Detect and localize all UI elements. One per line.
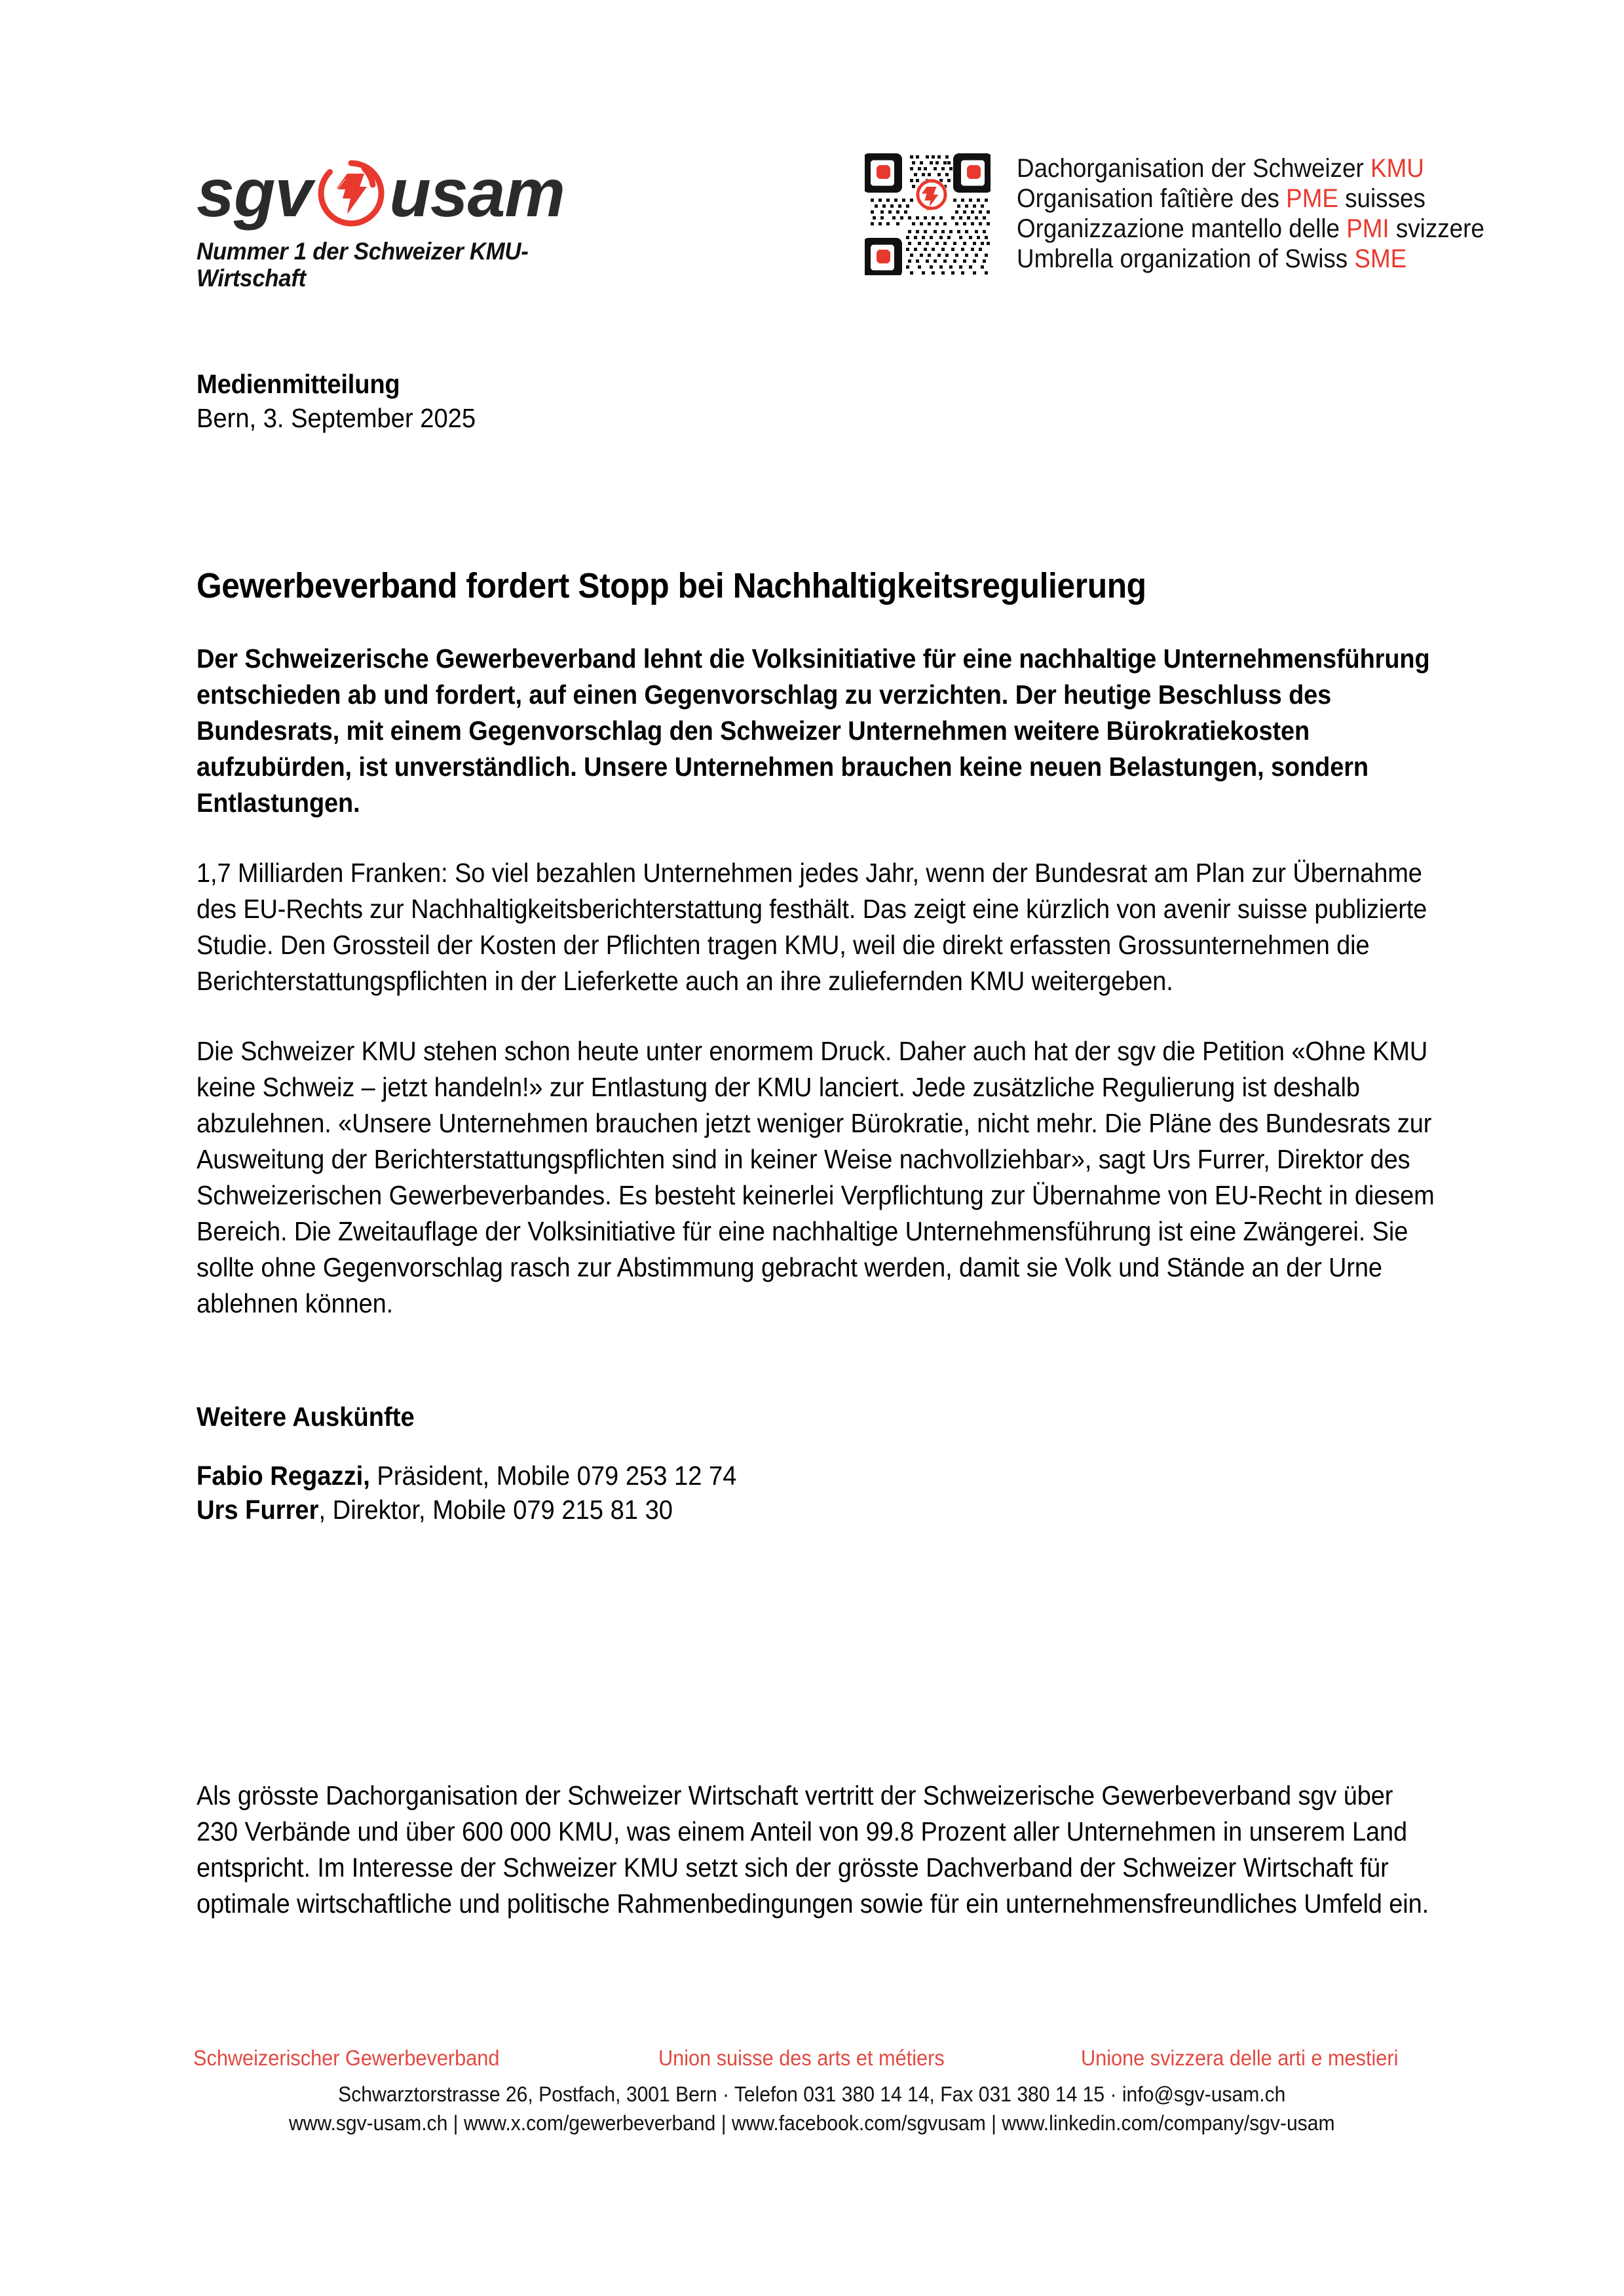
tagline-fr-suffix: suisses: [1338, 184, 1426, 213]
page-title: Gewerbeverband fordert Stopp bei Nachhaltigkeitsregulierung: [197, 566, 1146, 605]
contact-entry-director: [197, 1493, 1357, 1527]
tagline-de: [1017, 153, 1484, 183]
lead-paragraph: Der Schweizerische Gewerbeverband lehnt die Volksinitiative für eine nachhaltige Unternehmensführung entschieden ab und fordert, auf einen Gegenvorschlag zu verzichten. Der heutige Beschluss des Bundesrats, mit einem Gegenvorschlag den Schweizer Unternehmen weitere Bürokratiekosten aufzubürden, ist unverständlich. Unsere Unternehmen brauchen keine neuen Belastungen, sondern Entlastungen.: [197, 643, 1430, 818]
contact-name-director: Urs Furrer: [197, 1495, 319, 1525]
logo-tagline: Nummer 1 der Schweizer KMU-Wirtschaft: [197, 238, 529, 292]
contact-name-president: Fabio Regazzi,: [197, 1461, 370, 1491]
tagline-en: [1017, 244, 1484, 274]
about-organization-paragraph: Als grösste Dachorganisation der Schweizer Wirtschaft vertritt der Schweizerische Gewerbeverband sgv über 230 Verbände und über 600 000 KMU, was einem Anteil von 99.8 Prozent aller Unternehmen in unserem Land entspricht. Im Interesse der Schweizer KMU setzt sich der grösste Dachverband der Schweizer Wirtschaft für optimale wirtschaftliche und politische Rahmenbedingungen sowie für ein unternehmensfreundliches Umfeld ein.: [197, 1780, 1429, 1919]
footer-organization-names: [0, 2044, 1624, 2075]
contact-details-director: , Direktor, Mobile 079 215 81 30: [318, 1495, 673, 1525]
logo-wordmark: [197, 157, 590, 229]
footer-links: [0, 2109, 1624, 2137]
footer-address: [0, 2080, 1624, 2109]
footer-address-text: Schwarztorstrasse 26, Postfach, 3001 Bern · Telefon 031 380 14 14, Fax 031 380 14 15 · info@sgv-usam.ch: [338, 2082, 1286, 2106]
tagline-fr: [1017, 183, 1484, 214]
footer-org-it: Unione svizzera delle arti e mestieri: [1081, 2046, 1399, 2070]
multilingual-taglines: [1017, 149, 1525, 274]
logo-text-usam: usam: [389, 155, 565, 231]
document-body: [197, 367, 1445, 1527]
tagline-fr-text: Organisation faîtière des: [1017, 184, 1287, 213]
sgv-swiss-cross-roundel-icon: [317, 159, 385, 227]
tagline-it-highlight: PMI: [1346, 214, 1389, 243]
tagline-it-suffix: svizzere: [1389, 214, 1484, 243]
tagline-fr-highlight: PME: [1286, 184, 1338, 213]
tagline-it: [1017, 214, 1484, 244]
tagline-de-highlight: KMU: [1370, 154, 1424, 183]
contact-section-heading: Weitere Auskünfte: [197, 1402, 415, 1432]
contact-details-president: Präsident, Mobile 079 253 12 74: [369, 1461, 737, 1491]
contact-entry-president: [197, 1459, 1357, 1493]
body-paragraph-2: Die Schweizer KMU stehen schon heute unter enormem Druck. Daher auch hat der sgv die Petition «Ohne KMU keine Schweiz – jetzt handeln!» zur Entlastung der KMU lanciert. Jede zusätzliche Regulierung ist deshalb abzulehnen. «Unsere Unternehmen brauchen jetzt weniger Bürokratie, nicht mehr. Die Pläne des Bundesrats zur Ausweitung der Berichterstattungspflichten sind in keiner Weise nachvollziehbar», sagt Urs Furrer, Direktor des Schweizerischen Gewerbeverbandes. Es besteht keinerlei Verpflichtung zur Übernahme von EU-Recht in diesem Bereich. Die Zweitauflage der Volksinitiative für eine nachhaltige Unternehmensführung ist eine Zwängerei. Sie sollte ohne Gegenvorschlag rasch zur Abstimmung gebracht werden, damit sie Volk und Stände an der Urne ablehnen können.: [197, 1036, 1435, 1318]
dateline: Bern, 3. September 2025: [197, 403, 476, 433]
contact-list: [197, 1459, 1445, 1527]
footer-org-de: Schweizerischer Gewerbeverband: [193, 2046, 500, 2070]
sgv-qr-code-icon: [865, 149, 991, 275]
document-type-label: Medienmitteilung: [197, 369, 400, 399]
body-paragraph-1: 1,7 Milliarden Franken: So viel bezahlen Unternehmen jedes Jahr, wenn der Bundesrat am Plan zur Übernahme des EU-Rechts zur Nachhaltigkeitsberichterstattung festhält. Das zeigt eine kürzlich von avenir suisse publizierte Studie. Den Grossteil der Kosten der Pflichten tragen KMU, weil die direkt erfassten Grossunternehmen die Berichterstattungspflichten in der Lieferkette auch an ihre zuliefernden KMU weitergeben.: [197, 858, 1427, 996]
page-footer: [0, 2044, 1624, 2137]
tagline-en-highlight: SME: [1354, 244, 1407, 273]
sgv-usam-logo: [197, 157, 590, 292]
footer-org-fr: Union suisse des arts et métiers: [658, 2046, 945, 2070]
footer-links-text[interactable]: www.sgv-usam.ch | www.x.com/gewerbeverband | www.facebook.com/sgvusam | www.linkedin.com/company/sgv-usam: [289, 2111, 1335, 2135]
header-qr-and-taglines: [865, 149, 1525, 275]
logo-text-sgv: sgv: [197, 155, 312, 231]
tagline-de-text: Dachorganisation der Schweizer: [1017, 154, 1371, 183]
tagline-it-text: Organizzazione mantello delle: [1017, 214, 1347, 243]
tagline-en-text: Umbrella organization of Swiss: [1017, 244, 1355, 273]
page-header: [0, 149, 1624, 292]
